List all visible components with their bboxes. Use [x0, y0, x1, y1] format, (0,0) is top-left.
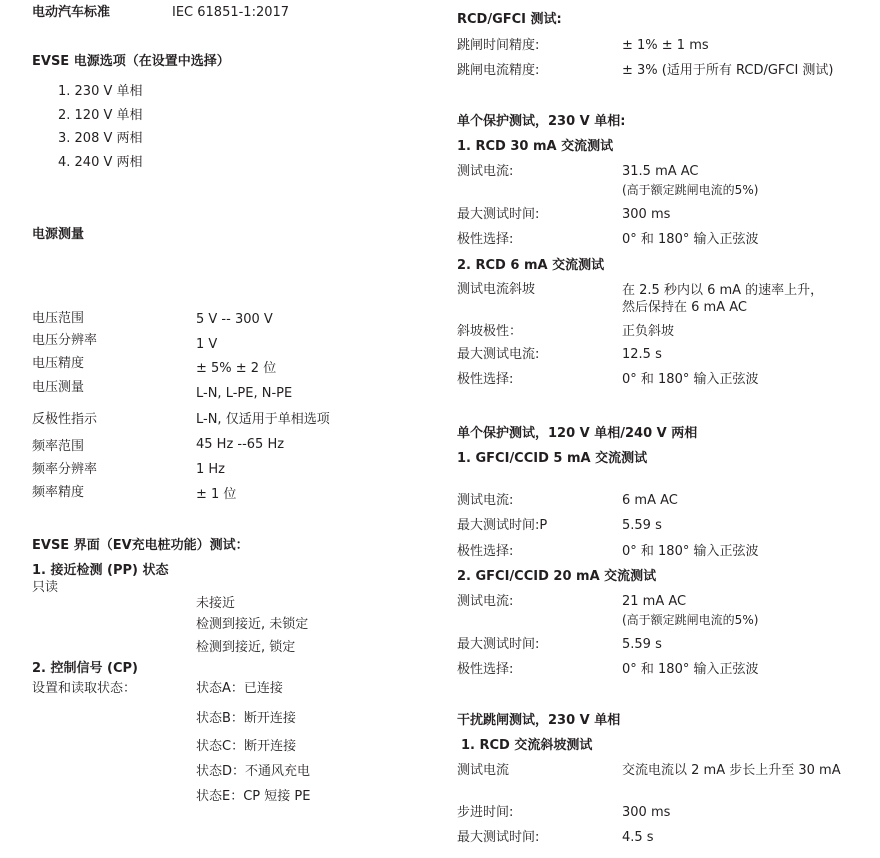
spec-label: 最大测试电流:	[457, 347, 540, 362]
cp-label: 设置和读取状态：	[32, 681, 137, 696]
spec-label: 频率精度	[32, 485, 85, 500]
spec-label: 测试电流:	[457, 493, 514, 508]
spec-label: 步进时间:	[457, 805, 514, 820]
spec-label: 频率范围	[32, 439, 85, 454]
spec-note: (高于额定跳闸电流的5%)	[622, 613, 759, 627]
spec-value: 0° 和 180° 输入正弦波	[622, 662, 759, 677]
spec-value: ± 3% (适用于所有 RCD/GFCI 测试)	[622, 63, 834, 78]
pp-state: 检测到接近, 未锁定	[196, 617, 309, 632]
single-230-heading: 单个保护测试，230 V 单相:	[457, 114, 626, 129]
single-120-heading: 单个保护测试，120 V 单相/240 V 两相	[457, 426, 698, 441]
spec-label: 频率分辨率	[32, 462, 98, 477]
spec-value: 然后保持在 6 mA AC	[622, 300, 747, 315]
spec-value: 300 ms	[622, 207, 671, 222]
spec-label: 反极性指示	[32, 412, 98, 427]
spec-value: 300 ms	[622, 805, 671, 820]
spec-label: 最大测试时间:P	[457, 518, 548, 533]
spec-value: 0° 和 180° 输入正弦波	[622, 372, 759, 387]
spec-value: 0° 和 180° 输入正弦波	[622, 232, 759, 247]
spec-label: 极性选择:	[457, 662, 514, 677]
power-option: 4. 240 V 两相	[58, 155, 143, 170]
pp-heading: 1. 接近检测 (PP) 状态	[32, 563, 169, 578]
spec-value: L-N, 仅适用于单相选项	[196, 412, 330, 427]
spec-value: 4.5 s	[622, 830, 654, 845]
rcd30-heading: 1. RCD 30 mA 交流测试	[457, 139, 614, 154]
spec-value: 21 mA AC	[622, 594, 687, 609]
spec-label: 极性选择:	[457, 372, 514, 387]
power-option: 3. 208 V 两相	[58, 131, 143, 146]
spec-value: 1 Hz	[196, 462, 226, 477]
spec-value: 5.59 s	[622, 518, 662, 533]
spec-label: 最大测试时间:	[457, 637, 540, 652]
nuisance-heading: 干扰跳闸测试，230 V 单相	[457, 713, 621, 728]
pp-state: 未接近	[196, 596, 236, 611]
spec-value: 在 2.5 秒内以 6 mA 的速率上升，	[622, 283, 824, 298]
spec-label: 测试电流	[457, 763, 510, 778]
cp-state: 状态E：CP 短接 PE	[196, 789, 311, 804]
spec-label: 极性选择:	[457, 544, 514, 559]
spec-label: 斜坡极性：	[457, 324, 523, 339]
cp-state: 状态B：断开连接	[196, 711, 296, 726]
spec-value: 1 V	[196, 337, 218, 352]
pp-mode: 只读	[32, 580, 59, 595]
spec-value: 6 mA AC	[622, 493, 678, 508]
spec-value: 45 Hz --65 Hz	[196, 437, 285, 452]
rcd-heading: RCD/GFCI 测试:	[457, 12, 562, 27]
spec-label: 测试电流斜坡	[457, 282, 536, 297]
power-option: 1. 230 V 单相	[58, 84, 143, 99]
spec-label: 测试电流:	[457, 594, 514, 609]
standard-label: 电动汽车标准	[32, 5, 111, 20]
spec-value: 5 V -- 300 V	[196, 312, 273, 327]
spec-label: 最大测试时间:	[457, 830, 540, 845]
spec-label: 电压范围	[32, 311, 85, 326]
spec-note: (高于额定跳闸电流的5%)	[622, 183, 759, 197]
spec-value: ± 5% ± 2 位	[196, 361, 277, 376]
spec-value: 交流电流以 2 mA 步长上升至 30 mA	[622, 763, 841, 778]
evse-power-heading: EVSE 电源选项（在设置中选择）	[32, 54, 230, 69]
spec-value: ± 1% ± 1 ms	[622, 38, 709, 53]
spec-label: 电压测量	[32, 380, 85, 395]
spec-label: 跳闸时间精度:	[457, 38, 540, 53]
spec-label: 最大测试时间:	[457, 207, 540, 222]
spec-value: 12.5 s	[622, 347, 662, 362]
pp-state: 检测到接近, 锁定	[196, 640, 296, 655]
gfci5-heading: 1. GFCI/CCID 5 mA 交流测试	[457, 451, 648, 466]
spec-value: 0° 和 180° 输入正弦波	[622, 544, 759, 559]
spec-label: 电压分辨率	[32, 333, 98, 348]
spec-label: 跳闸电流精度:	[457, 63, 540, 78]
spec-value: 正负斜坡	[622, 324, 675, 339]
rcd6-heading: 2. RCD 6 mA 交流测试	[457, 258, 605, 273]
spec-label: 极性选择:	[457, 232, 514, 247]
spec-value: ± 1 位	[196, 487, 237, 502]
spec-value: 5.59 s	[622, 637, 662, 652]
power-measure-heading: 电源测量	[32, 227, 85, 242]
spec-value: L-N, L-PE, N-PE	[196, 386, 293, 401]
nuisance-rcd-heading: 1. RCD 交流斜坡测试	[461, 738, 593, 753]
evse-interface-heading: EVSE 界面（EV充电桩功能）测试：	[32, 538, 249, 553]
power-option: 2. 120 V 单相	[58, 108, 143, 123]
spec-label: 测试电流:	[457, 164, 514, 179]
cp-heading: 2. 控制信号 (CP)	[32, 661, 138, 676]
cp-state: 状态D：不通风充电	[196, 764, 311, 779]
cp-state: 状态C：断开连接	[196, 739, 297, 754]
gfci20-heading: 2. GFCI/CCID 20 mA 交流测试	[457, 569, 657, 584]
standard-value: IEC 61851-1:2017	[172, 5, 290, 20]
cp-state: 状态A：已连接	[196, 681, 283, 696]
spec-value: 31.5 mA AC	[622, 164, 699, 179]
spec-label: 电压精度	[32, 356, 85, 371]
